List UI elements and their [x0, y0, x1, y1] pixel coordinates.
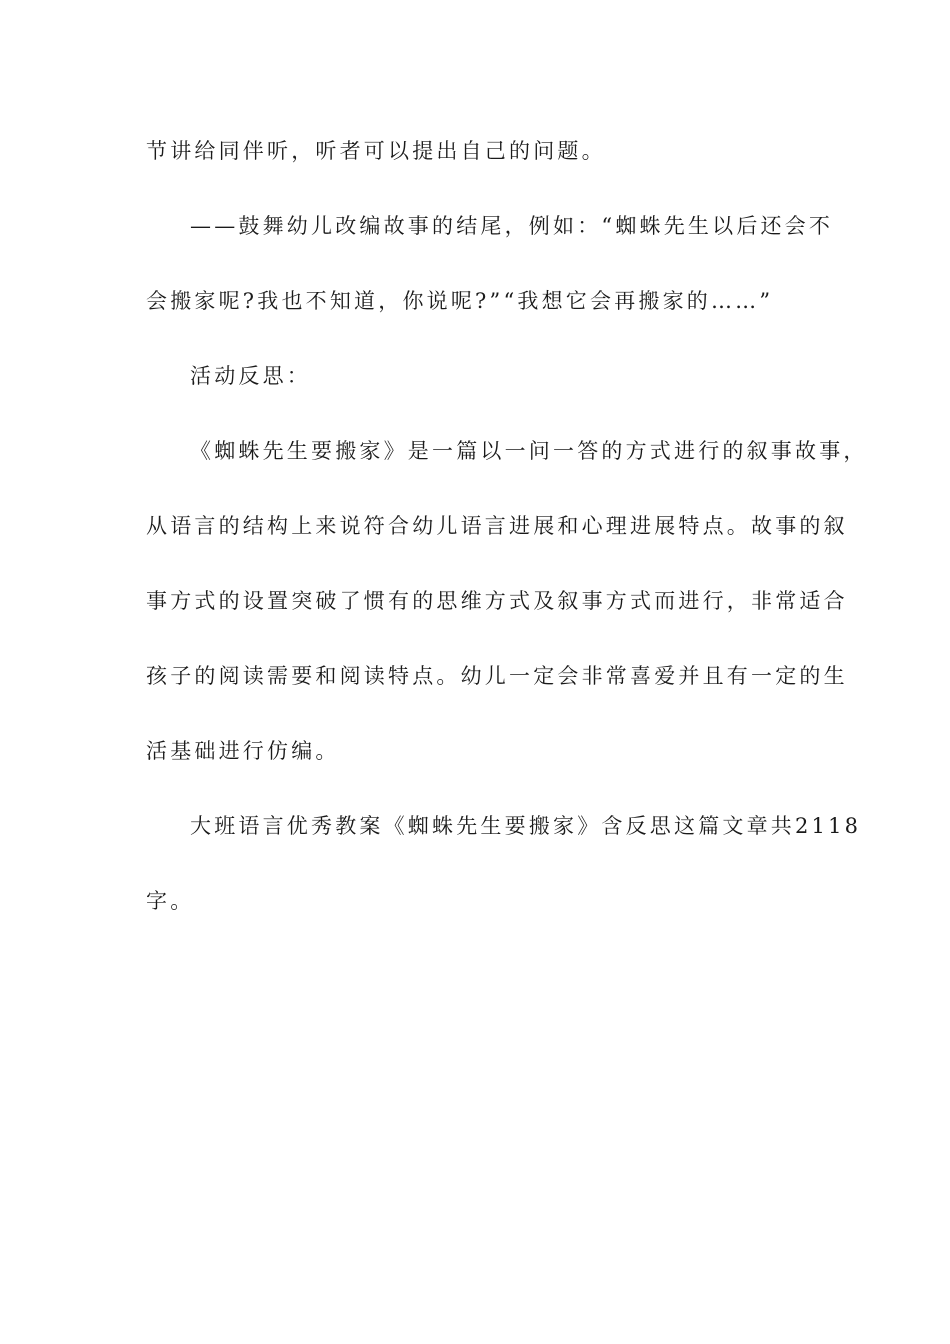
section-heading: 活动反思：: [190, 364, 311, 388]
text-line: 会搬家呢?我也不知道，你说呢?”“我想它会再搬家的……”: [146, 289, 774, 313]
text-line: ——鼓舞幼儿改编故事的结尾，例如：“蜘蛛先生以后还会不: [190, 214, 834, 238]
text-line: 孩子的阅读需要和阅读特点。幼儿一定会非常喜爱并且有一定的生: [146, 664, 848, 688]
text-line: 《蜘蛛先生要搬家》是一篇以一问一答的方式进行的叙事故事，: [190, 439, 868, 463]
text-line: 节讲给同伴听，听者可以提出自己的问题。: [146, 139, 606, 163]
text-line: 字。: [146, 889, 195, 913]
text-line: 活基础进行仿编。: [146, 739, 340, 763]
text-line: 事方式的设置突破了惯有的思维方式及叙事方式而进行，非常适合: [146, 589, 848, 613]
text-line: 从语言的结构上来说符合幼儿语言进展和心理进展特点。故事的叙: [146, 514, 848, 538]
text-line: 大班语言优秀教案《蜘蛛先生要搬家》含反思这篇文章共2118: [190, 814, 862, 838]
